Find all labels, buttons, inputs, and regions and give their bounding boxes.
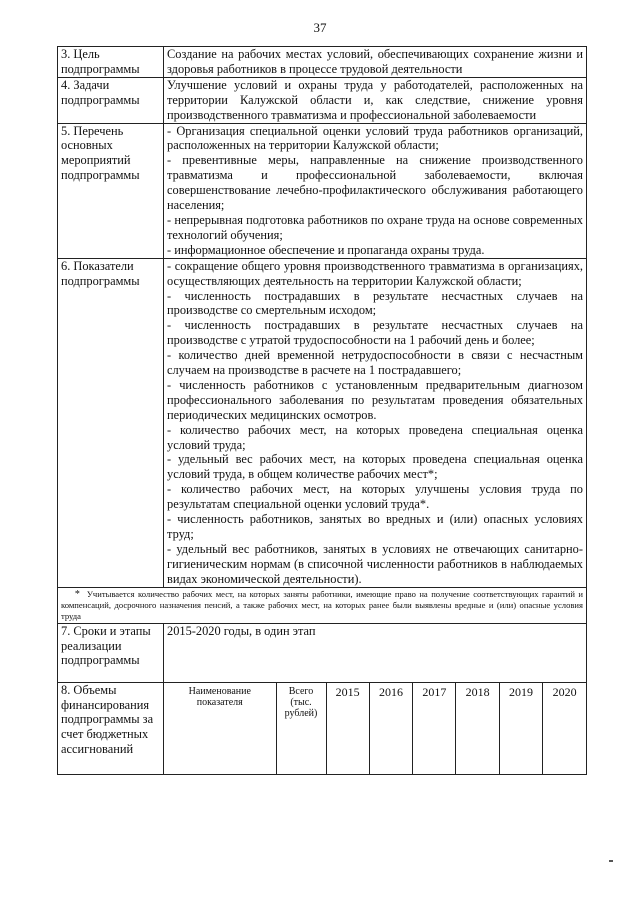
header-year: 2015 xyxy=(326,683,369,774)
row-terms xyxy=(58,623,587,682)
footnote xyxy=(58,587,587,623)
row-tasks xyxy=(58,77,587,123)
row-value: Создание на рабочих местах условий, обеспечивающих сохранение жизни и здоровья работников в процессе трудовой деятельности xyxy=(164,47,587,78)
list-item: - удельный вес работников, занятых в условиях не отвечающих санитарно-гигиеническим нормам (в списочной численности работников в наблюдаемых видах экономической деятельности). xyxy=(167,541,583,586)
list-item: - численность работников, занятых во вредных и (или) опасных условиях труд; xyxy=(167,512,583,541)
row-value xyxy=(164,258,587,587)
row-label: 4. Задачи подпрограммы xyxy=(58,77,164,123)
header-year: 2017 xyxy=(413,683,456,774)
financing-cell xyxy=(164,682,587,774)
header-total: Всего (тыс. рублей) xyxy=(276,683,326,774)
financing-header-row xyxy=(164,683,586,774)
list-item: - количество дней временной нетрудоспособности в связи с несчастным случаем на производстве в расчете на 1 пострадавшего; xyxy=(167,348,583,378)
list-item: - количество рабочих мест, на которых проведена специальная оценка условий труда; xyxy=(167,422,583,452)
row-label: 3. Цель подпрограммы xyxy=(58,47,164,78)
list-item: - информационное обеспечение и пропаганда охраны труда. xyxy=(167,242,485,257)
row-indicators xyxy=(58,258,587,587)
page-number: 37 xyxy=(313,20,327,35)
subprogram-passport-table xyxy=(57,46,587,775)
list-item: - удельный вес рабочих мест, на которых проведена специальная оценка условий труда, в общем количестве рабочих мест*; xyxy=(167,452,583,482)
list-item: - Организация специальной оценки условий труда работников организаций, расположенных на территории Калужской области; xyxy=(167,123,583,153)
row-label: 6. Показатели подпрограммы xyxy=(58,258,164,587)
header-year: 2020 xyxy=(543,683,586,774)
footnote-text: Учитывается количество рабочих мест, на которых заняты работники, имеющие право на получение соответствующих гарантий и компенсаций, досрочного назначения пенсий, а также рабочих мест, на которых ранее были выявлены вредные и (или) опасные условия труда xyxy=(61,588,584,621)
list-item: - непрерывная подготовка работников по охране труда на основе современных технологий обучения; xyxy=(167,212,583,242)
header-year: 2019 xyxy=(499,683,542,774)
header-indicator: Наименование показателя xyxy=(188,685,251,708)
row-measures xyxy=(58,123,587,258)
list-item: - количество рабочих мест, на которых улучшены условия труда по результатам специальной оценки условий труда*. xyxy=(167,482,583,512)
row-financing xyxy=(58,682,587,774)
footnote-star: * xyxy=(74,588,80,600)
financing-table xyxy=(164,683,586,774)
scan-mark xyxy=(609,860,613,862)
row-footnote xyxy=(58,587,587,623)
row-value: 2015-2020 годы, в один этап xyxy=(164,623,587,682)
row-label: 7. Сроки и этапы реализации подпрограммы xyxy=(58,623,164,682)
row-value: Улучшение условий и охраны труда у работодателей, расположенных на территории Калужской области и, как следствие, снижение уровня производственного травматизма и профессиональной заболеваемости xyxy=(164,77,587,123)
list-item: - численность пострадавших в результате несчастных случаев на производстве с утратой трудоспособности на 1 рабочий день и более; xyxy=(167,318,583,348)
list-item: - сокращение общего уровня производственного травматизма в организациях, осуществляющих деятельность на территории Калужской области; xyxy=(167,258,583,288)
row-goal xyxy=(58,47,587,78)
row-value xyxy=(164,123,587,258)
header-year: 2016 xyxy=(369,683,412,774)
row-label: 8. Объемы финансирования подпрограммы за счет бюджетных ассигнований xyxy=(58,682,164,774)
list-item: - превентивные меры, направленные на снижение производственного травматизма и профессиональной заболеваемости, включая совершенствование лечебно-профилактического обслуживания работающего населения; xyxy=(167,153,583,213)
row-label: 5. Перечень основных мероприятий подпрограммы xyxy=(58,123,164,258)
header-year: 2018 xyxy=(456,683,499,774)
list-item: - численность работников с установленным предварительным диагнозом профессионального заболевания по результатам проведения обязательных периодических медицинских осмотров. xyxy=(167,377,583,422)
list-item: - численность пострадавших в результате несчастных случаев на производстве со смертельным исходом; xyxy=(167,288,583,318)
